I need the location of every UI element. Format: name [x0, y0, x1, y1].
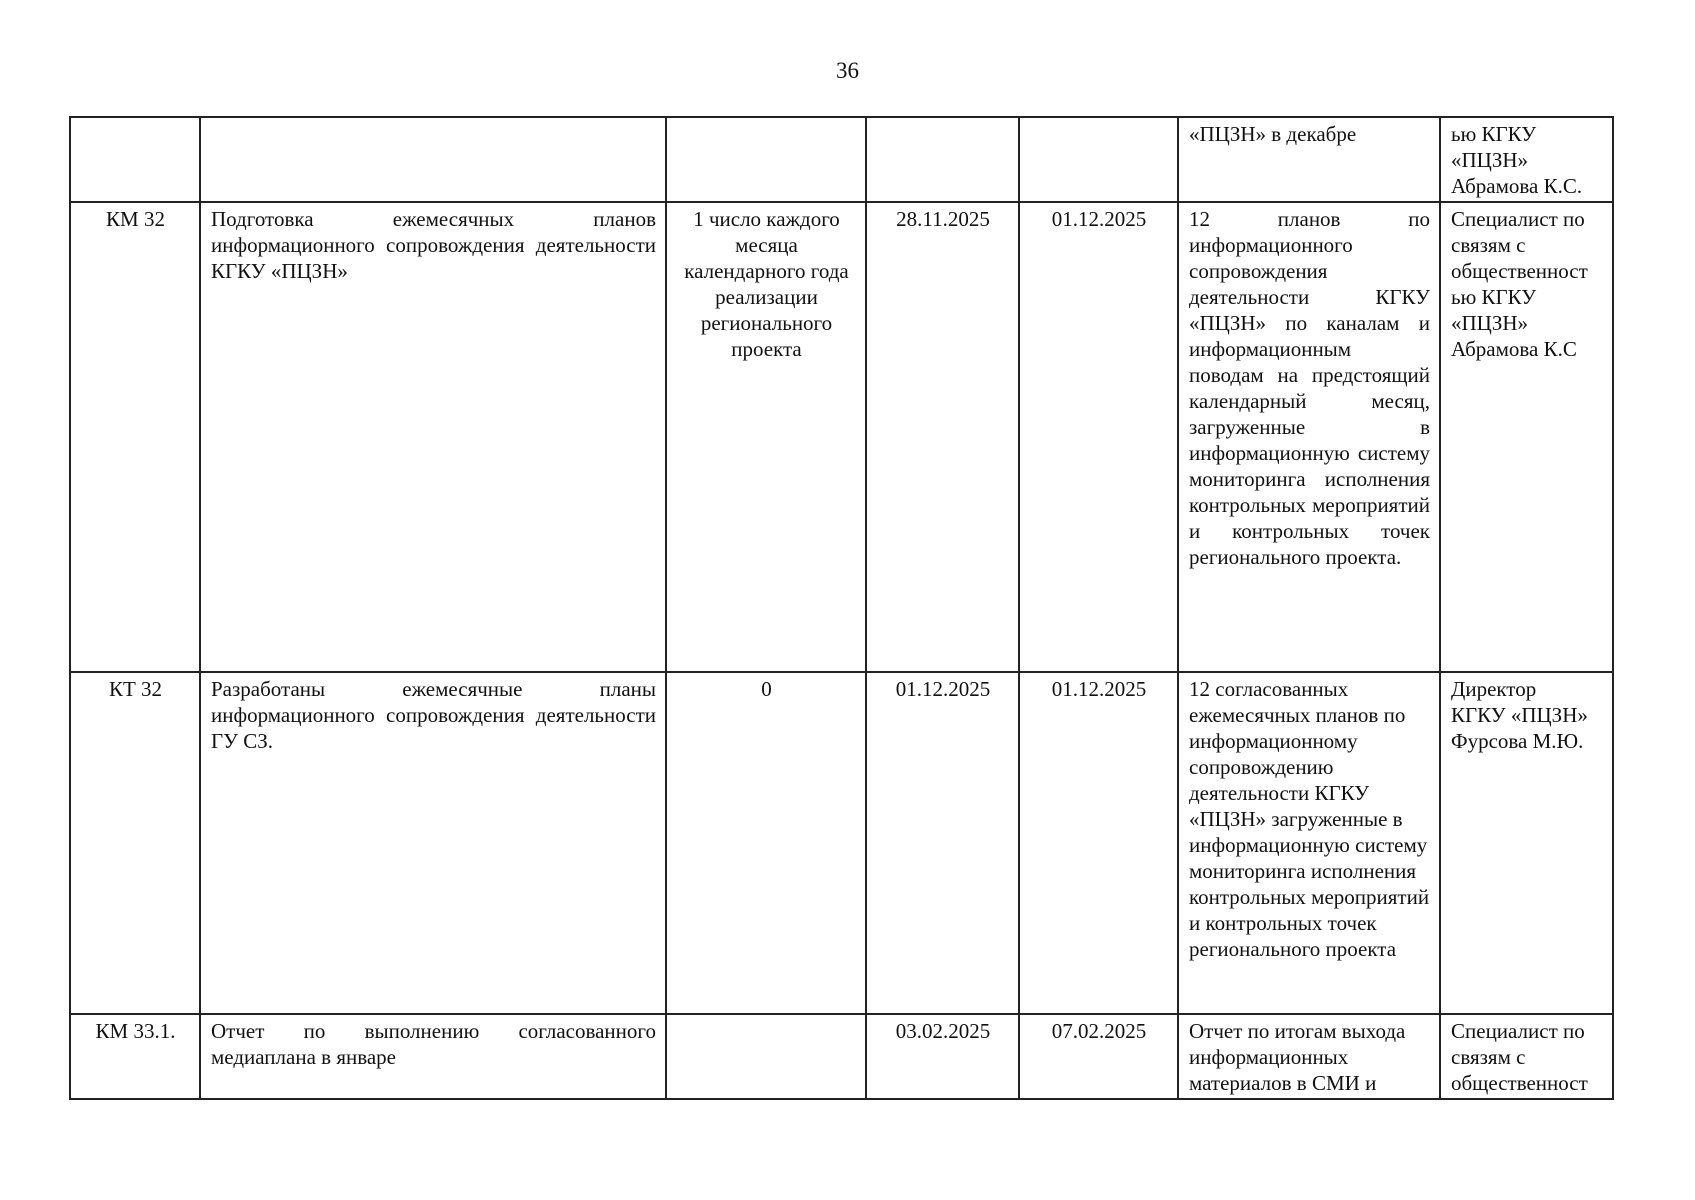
cell-code: КТ 32	[70, 672, 200, 1014]
cell-name: Отчет по выполнению согласованного медиаплана в январе	[200, 1014, 666, 1099]
cell-responsible	[1440, 202, 1613, 672]
cell-name: Разработаны ежемесячные планы информационного сопровождения деятельности ГУ СЗ.	[200, 672, 666, 1014]
responsible-line: Специалист по	[1451, 207, 1585, 231]
responsible-line: Абрамова К.С.	[1451, 174, 1583, 198]
responsible-line: связям с	[1451, 1045, 1526, 1069]
table-row	[70, 117, 1613, 202]
responsible-line: Абрамова К.С	[1451, 337, 1577, 361]
cell-start-date: 03.02.2025	[866, 1014, 1019, 1099]
responsible-line: общественност	[1451, 1071, 1588, 1095]
cell-code: КМ 32	[70, 202, 200, 672]
cell-name: Подготовка ежемесячных планов информационного сопровождения деятельности КГКУ «ПЦЗН»	[200, 202, 666, 672]
cell-code: КМ 33.1.	[70, 1014, 200, 1099]
cell-end-date: 01.12.2025	[1019, 672, 1178, 1014]
cell-result: 12 согласованных ежемесячных планов по информационному сопровождению деятельности КГКУ «ПЦЗН» загруженные в информационную систему мониторинга исполнения контрольных мероприятий и контрольных точек регионального проекта	[1178, 672, 1440, 1014]
cell-end-date: 01.12.2025	[1019, 202, 1178, 672]
cell-start-date: 28.11.2025	[866, 202, 1019, 672]
cell-frequency: 1 число каждого месяца календарного года реализации регионального проекта	[666, 202, 866, 672]
cell-frequency	[666, 1014, 866, 1099]
cell-frequency: 0	[666, 672, 866, 1014]
responsible-line: общественност	[1451, 259, 1588, 283]
responsible-line: ью КГКУ	[1451, 122, 1537, 146]
responsible-line: КГКУ «ПЦЗН»	[1451, 703, 1588, 727]
cell-start-date: 01.12.2025	[866, 672, 1019, 1014]
cell-responsible	[1440, 117, 1613, 202]
responsible-line: Фурсова М.Ю.	[1451, 729, 1584, 753]
table-row	[70, 672, 1613, 1014]
responsible-line: Специалист по	[1451, 1019, 1585, 1043]
responsible-line: ью КГКУ	[1451, 285, 1537, 309]
cell-responsible	[1440, 672, 1613, 1014]
table-row	[70, 202, 1613, 672]
responsible-line: связям с	[1451, 233, 1526, 257]
cell-result: «ПЦЗН» в декабре	[1178, 117, 1440, 202]
cell-result: Отчет по итогам выхода информационных материалов в СМИ и	[1178, 1014, 1440, 1099]
cell-code	[70, 117, 200, 202]
cell-end-date: 07.02.2025	[1019, 1014, 1178, 1099]
cell-start-date	[866, 117, 1019, 202]
page-number: 36	[836, 58, 859, 83]
cell-name	[200, 117, 666, 202]
responsible-line: «ПЦЗН»	[1451, 148, 1529, 172]
cell-responsible	[1440, 1014, 1613, 1099]
responsible-line: Директор	[1451, 677, 1537, 701]
cell-result: 12 планов по информационного сопровождения деятельности КГКУ «ПЦЗН» по каналам и информационным поводам на предстоящий календарный месяц, загруженные в информационную систему мониторинга исполнения контрольных мероприятий и контрольных точек регионального проекта.	[1178, 202, 1440, 672]
cell-end-date	[1019, 117, 1178, 202]
cell-frequency	[666, 117, 866, 202]
responsible-line: «ПЦЗН»	[1451, 311, 1529, 335]
table-row	[70, 1014, 1613, 1099]
plan-table	[69, 116, 1614, 1100]
